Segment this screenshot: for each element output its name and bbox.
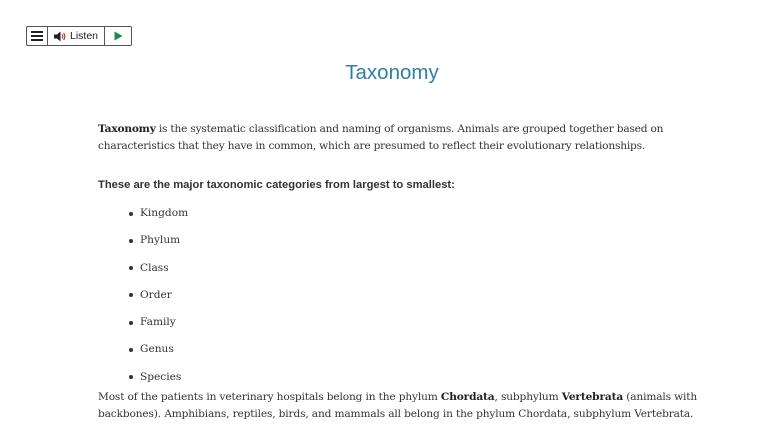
closing-term-chordata: Chordata (440, 391, 495, 404)
page-title: Taxonomy (345, 61, 439, 84)
play-icon (114, 31, 123, 41)
listen-toolbar (26, 26, 132, 46)
list-item: Kingdom (140, 205, 698, 222)
list-item: Species (140, 369, 698, 386)
play-button[interactable] (105, 27, 131, 45)
listen-button[interactable] (48, 27, 105, 45)
intro-term: Taxonomy (98, 123, 156, 135)
speaker-icon (54, 31, 67, 42)
intro-text: is the systematic classification and naming of organisms. Animals are grouped together based on characteristics that they have in common, which are presumed to reflect their evolutionary relationships. (98, 123, 664, 152)
taxonomy-list (98, 205, 698, 386)
categories-heading: These are the major taxonomic categories from largest to smallest: (98, 179, 455, 191)
list-item: Class (140, 260, 698, 277)
closing-text-2: , subphylum (494, 391, 562, 404)
article-body (98, 121, 698, 423)
closing-text-3: (animals with backbones). Amphibians, reptiles, birds, and mammals all belong in the phylum Chordata, subphylum Vertebrata. (98, 391, 698, 421)
closing-paragraph (98, 389, 698, 423)
list-item: Family (140, 314, 698, 331)
closing-term-vertebrata: Vertebrata (561, 391, 624, 404)
intro-paragraph (98, 121, 698, 155)
list-item: Order (140, 287, 698, 304)
closing-text-1: Most of the patients in veterinary hospitals belong in the phylum (98, 391, 441, 404)
list-item: Phylum (140, 232, 698, 249)
listen-label: Listen (70, 30, 99, 42)
hamburger-menu-icon[interactable] (27, 27, 48, 45)
list-item: Genus (140, 341, 698, 358)
